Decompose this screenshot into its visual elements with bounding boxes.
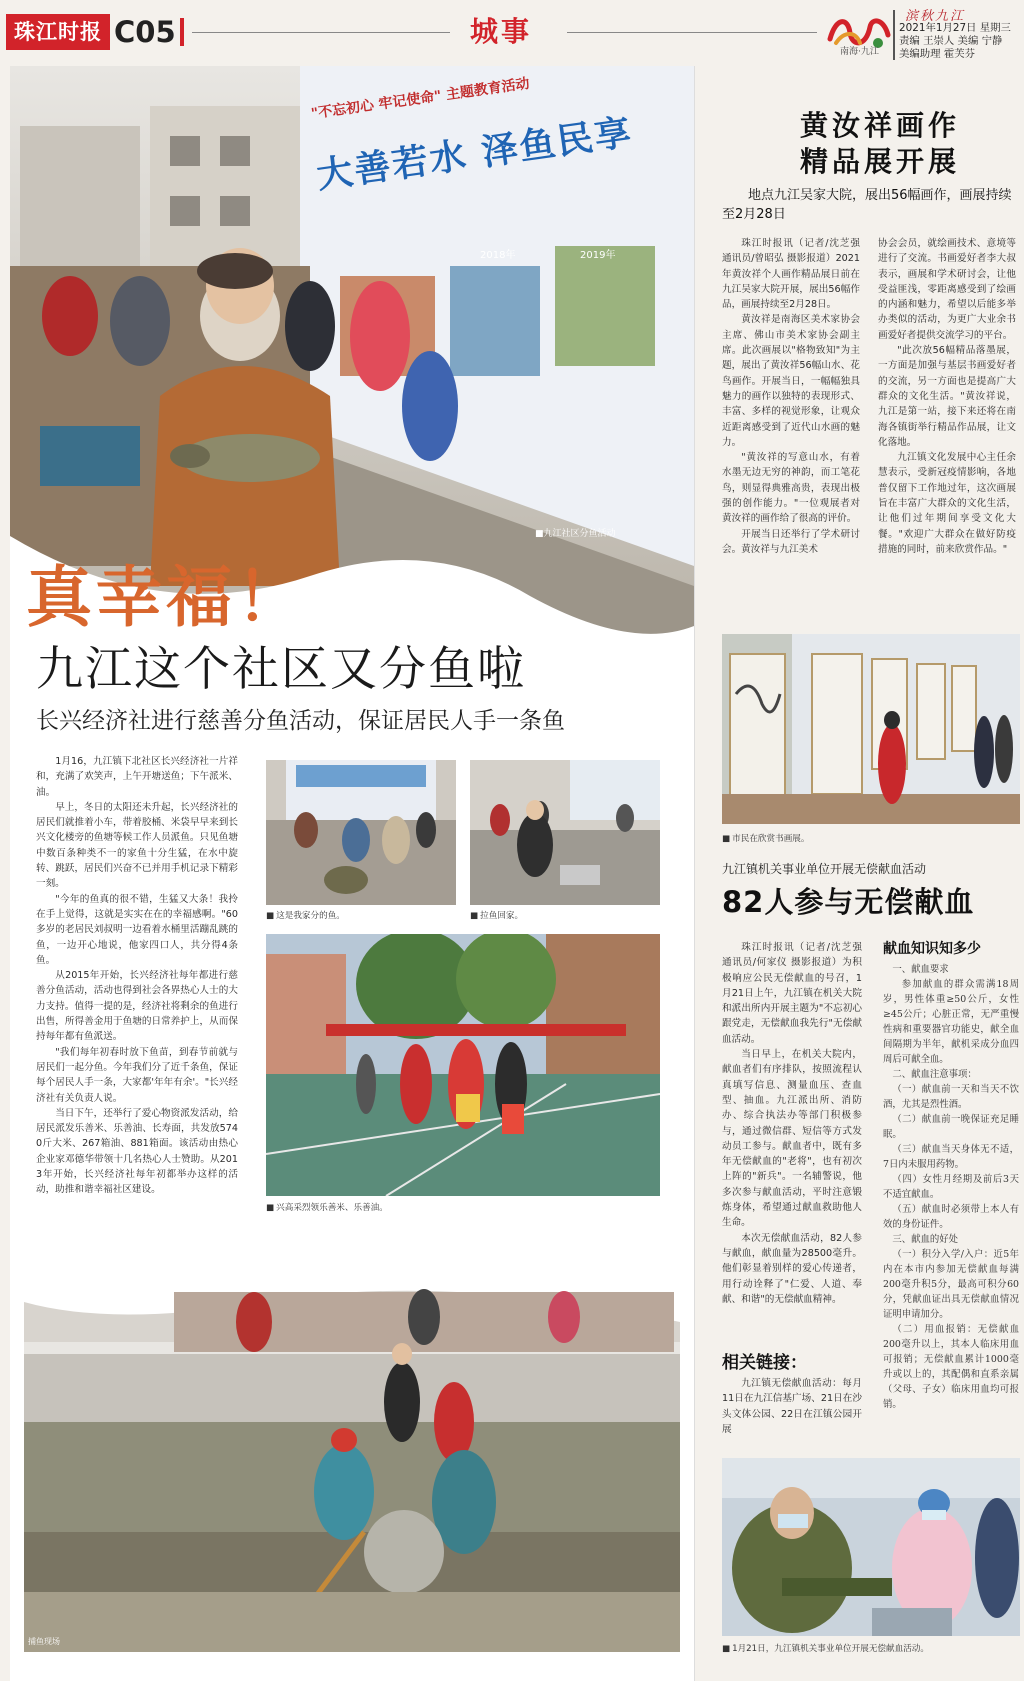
exhibit-paragraph: "此次放56幅精品落墨展，一方面是加强与基层书画爱好者的交流，另一方面也是提高广大群众的文化生活。"黄汝祥说，九江是第一站，接下来还将在南海各镇街举行精品作品展，让文化落地。 [878, 345, 1016, 448]
tips-item: （一）积分入学/入户：近5年内在本市内参加无偿献血每满200毫升积5分，最高可积分60分，凭献血证出具无偿献血情况证明申请加分。 [883, 1249, 1019, 1320]
tips-item: （二）用血报销：无偿献血200毫升以上，其本人临床用血可报销；无偿献血累计1000毫升或以上的，其配偶和直系亲属（父母、子女）临床用血均可报销。 [883, 1324, 1019, 1410]
related-links-body [722, 1376, 862, 1448]
tips-item: （一）献血前一天和当天不饮酒，尤其是烈性酒。 [883, 1084, 1019, 1110]
related-links-text: 九江镇无偿献血活动：每月11日在九江信基广场、21日在沙头文体公园、22日在江镇公园开展 [722, 1378, 862, 1435]
exhibit-headline-line-2: 精品展开展 [799, 145, 960, 178]
exhibit-paragraph: 协会会员，就绘画技术、意境等进行了交流。书画爱好者李大叔表示，画展和学术研讨会，让他受益匪浅，零距离感受到了绘画的内涵和魅力，希望以后能多举办类似的活动，为更广大业余书画爱好者提供交流学习的平台。 [878, 238, 1016, 341]
tips-item: （四）女性月经期及前后3天不适宜献血。 [883, 1174, 1019, 1200]
banner-line-1: "不忘初心 牢记使命" 主题教育活动 [310, 75, 531, 123]
column-logo-name: 滨秋九江 [905, 9, 966, 24]
header-rule-right [567, 32, 817, 33]
main-paragraph: 从2015年开始，长兴经济社每年都进行慈善分鱼活动，活动也得到社会各界热心人士的大力支持。值得一提的是，经济社将剩余的鱼进行出售，所得善金用于鱼塘的日常养护上，从而保持每年都有鱼派送。 [36, 970, 238, 1043]
main-body-text [36, 754, 238, 1218]
page-number: C05 [114, 15, 176, 49]
photo-blood-donation [722, 1458, 1020, 1636]
caption-blood-donation: ■ 1月21日，九江镇机关事业单位开展无偿献血活动。 [722, 1642, 929, 1654]
main-paragraph: 1月16，九江镇下北社区长兴经济社一片祥和，充满了欢笑声，上午开塘送鱼；下午派米、油。 [36, 756, 238, 798]
blood-headline: 82人参与无偿献血 [722, 885, 975, 919]
main-subhead: 长兴经济社进行慈善分鱼活动，保证居民人手一条鱼 [36, 708, 565, 734]
photo-rice-oil [266, 934, 660, 1196]
headline-exclaim: 真幸福！ [26, 558, 306, 636]
exhibit-body-col-2 [878, 236, 1016, 622]
main-paragraph: "今年的鱼真的很不错，生猛又大条！我拎在手上觉得，这就是实实在在的幸福感啊。"60多岁的老居民刘叔明一边看着水桶里活蹦乱跳的鱼，一边开心地说，他家四口人，共分得4条鱼。 [36, 893, 238, 966]
caption-photo-b: ■ 拉鱼回家。 [470, 909, 523, 921]
tips-title: 献血知识知多少 [883, 941, 981, 957]
exhibit-paragraph: 珠江时报讯（记者/沈芝强 通讯员/曾昭弘 摄影报道）2021年黄汝祥个人画作精品展日前在九江吴家大院开展，展出56幅作品，画展持续至2月28日。 [722, 238, 860, 311]
exhibit-headline [780, 108, 980, 180]
caption-exhibition: ■ 市民在欣赏书画展。 [722, 832, 809, 844]
date-line: 2021年1月27日 星期三 [899, 22, 1011, 34]
tips-heading: 二、献血注意事项： [892, 1069, 977, 1080]
section-title: 城事 [470, 15, 533, 48]
exhibit-headline-line-1: 黄汝祥画作 [799, 109, 960, 142]
photo-year-label-1: 2018年 [480, 250, 516, 261]
exhibit-paragraph: 九江镇文化发展中心主任余慧表示，受新冠疫情影响，各地普仅留下工作地过年，这次画展旨在丰富广大群众的文化生活，让他们过年期间享受文化大餐。"欢迎广大群众在做好防疫措施的同时，前来欣赏作品。" [878, 452, 1016, 555]
exhibit-paragraph: 黄汝祥是南海区美术家协会主席、佛山市美术家协会副主席。此次画展以"格物致知"为主题，展出了黄汝祥56幅山水、花鸟画作。开展当日，一幅幅独具魅力的画作以独特的表现形式、丰富、多样的视觉形象，让观众近距离感受到了近代山水画的魅力。 [722, 314, 860, 448]
blood-paragraph: 珠江时报讯（记者/沈芝强 通讯员/何家仪 摄影报道）为积极响应公民无偿献血的号召，1月21日上午，九江镇在机关大院和派出所内开展主题为"不忘初心跟党走，无偿献血我先行"无偿献血活动。 [722, 942, 862, 1045]
blood-paragraph: 当日早上，在机关大院内，献血者们有序排队，按照流程认真填写信息、测量血压、查血型、抽血。九江派出所、消防办、综合执法办等部门积极参与，通过微信群、短信等方式发动员工参与。献血者中，既有多年无偿献血的"老将"，也有初次上阵的"新兵"。一名辅警说，他多次参与献血活动，平时注意锻炼身体，希望通过献血救助他人生命。 [722, 1049, 862, 1229]
banner-line-2: 大善若水 泽鱼民享 [314, 112, 636, 197]
masthead-logo: 珠江时报 [6, 14, 110, 50]
logo-divider [893, 10, 895, 60]
exhibit-paragraph: 开展当日还举行了学术研讨会。黄汝祥与九江美术 [722, 528, 860, 555]
photo-year-label-2: 2019年 [580, 250, 616, 261]
exhibit-body-col-1 [722, 236, 860, 622]
tips-item: （五）献血时必须带上本人有效的身份证件。 [883, 1204, 1019, 1230]
main-headline: 九江这个社区又分鱼啦 [36, 642, 526, 697]
main-paragraph: 早上，冬日的太阳还未升起，长兴经济社的居民们就推着小车，带着胶桶、米袋早早来到长兴文化楼旁的鱼塘等候工作人员派鱼。只见鱼塘中数百条种类不一的家鱼十分生猛，在水中旋转、跳跃，居民们兴奋不已并用手机记录下精彩一刻。 [36, 801, 238, 890]
exhibit-lead: 地点九江吴家大院，展出56幅画作，画展持续至2月28日 [722, 188, 1012, 222]
photo-carry-fish [470, 760, 660, 905]
header-rule-left [192, 32, 450, 33]
photo-fishing-net [24, 1232, 680, 1652]
hero-photo-caption: ■九江社区分鱼活动 [535, 529, 616, 539]
caption-photo-c: ■ 兴高采烈领乐善米、乐善油。 [266, 1201, 388, 1213]
editors-line-2: 美编助理 霍芙芬 [899, 48, 976, 60]
tips-item: （三）献血当天身体无不适，7日内未服用药物。 [883, 1144, 1019, 1170]
blood-paragraph: 本次无偿献血活动，82人参与献血，献血量为28500毫升。他们彰显着别样的爱心传递者，用行动诠释了"仁爱、人道、奉献、和谐"的无偿献血精神。 [722, 1232, 862, 1305]
blood-kicker: 九江镇机关事业单位开展无偿献血活动 [722, 862, 927, 876]
tips-item: 参加献血的群众需满18周岁，男性体重≥50公斤，女性≥45公斤；心脏正常，无严重慢性病和重要器官功能史，献全血间隔期为半年，献机采成分血四周后可献全血。 [883, 979, 1019, 1065]
photo-exhibition [722, 634, 1020, 824]
exhibit-paragraph: "黄汝祥的写意山水，有着水墨无边无穷的神韵，而工笔花鸟，则显得典雅高贵，表现出极强的创作能力。"一位观展者对黄汝祥的画作给了很高的评价。 [722, 452, 860, 525]
tips-heading: 三、献血的好处 [892, 1234, 959, 1245]
logo-subtext: 南海·九江 [840, 47, 879, 57]
tips-item: （二）献血前一晚保证充足睡眠。 [883, 1114, 1019, 1140]
caption-photo-a: ■ 这是我家分的鱼。 [266, 909, 345, 921]
photo-fish-family [266, 760, 456, 905]
header-divider [180, 18, 184, 46]
caption-photo-d: 捕鱼现场 [28, 1637, 60, 1646]
blood-body-text [722, 940, 862, 1338]
tips-body [883, 962, 1019, 1444]
main-paragraph: 当日下午，还举行了爱心物资派发活动，给居民派发乐善米、乐善油、长寿面，共发放5740斤大米、267箱油、881箱面。该活动由热心企业家邓德华带领十几名热心人士赞助。从2013年开始，长兴经济社每年初都举办这样的活动，助推和谐幸福社区建设。 [36, 1107, 238, 1196]
editors-line-1: 责编 王崇人 美编 宁静 [899, 35, 1003, 47]
tips-heading: 一、献血要求 [892, 964, 949, 975]
related-links-title: 相关链接： [722, 1353, 807, 1373]
main-paragraph: "我们每年初春时放下鱼苗，到春节前就与居民们一起分鱼。今年我们分了近千条鱼，保证每个居民人手一条，大家都'年年有余'。"长兴经济社有关负责人说。 [36, 1046, 238, 1104]
